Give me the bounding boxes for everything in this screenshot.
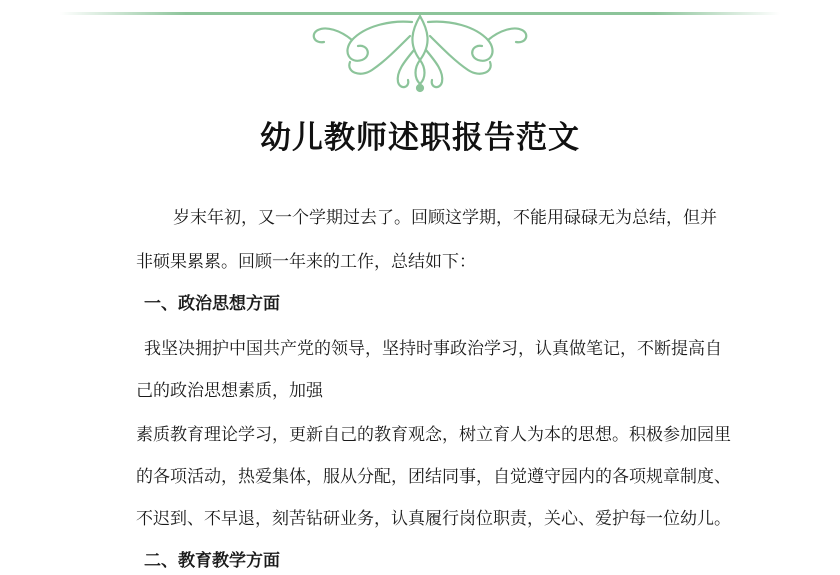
paragraph-line: 非硕果累累。回顾一年来的工作，总结如下： <box>136 252 476 272</box>
section-heading: 一、政治思想方面 <box>144 294 280 314</box>
paragraph-line: 岁末年初，又一个学期过去了。回顾这学期，不能用碌碌无为总结，但并 <box>173 208 717 228</box>
section-heading: 二、教育教学方面 <box>144 551 280 571</box>
paragraph-line: 我坚决拥护中国共产党的领导，坚持时事政治学习，认真做笔记，不断提高自 <box>144 339 722 359</box>
ornament-scroll <box>314 16 527 91</box>
header-ornament <box>0 0 840 100</box>
paragraph-line: 素质教育理论学习，更新自己的教育观念，树立育人为本的思想。积极参加园里 <box>136 425 731 445</box>
paragraph-line: 不迟到、不早退，刻苦钻研业务，认真履行岗位职责，关心、爱护每一位幼儿。 <box>136 509 731 529</box>
document-title: 幼儿教师述职报告范文 <box>260 120 580 156</box>
paragraph-line: 的各项活动，热爱集体，服从分配，团结同事，自觉遵守园内的各项规章制度、 <box>136 467 731 487</box>
paragraph-line: 己的政治思想素质，加强 <box>136 381 323 401</box>
